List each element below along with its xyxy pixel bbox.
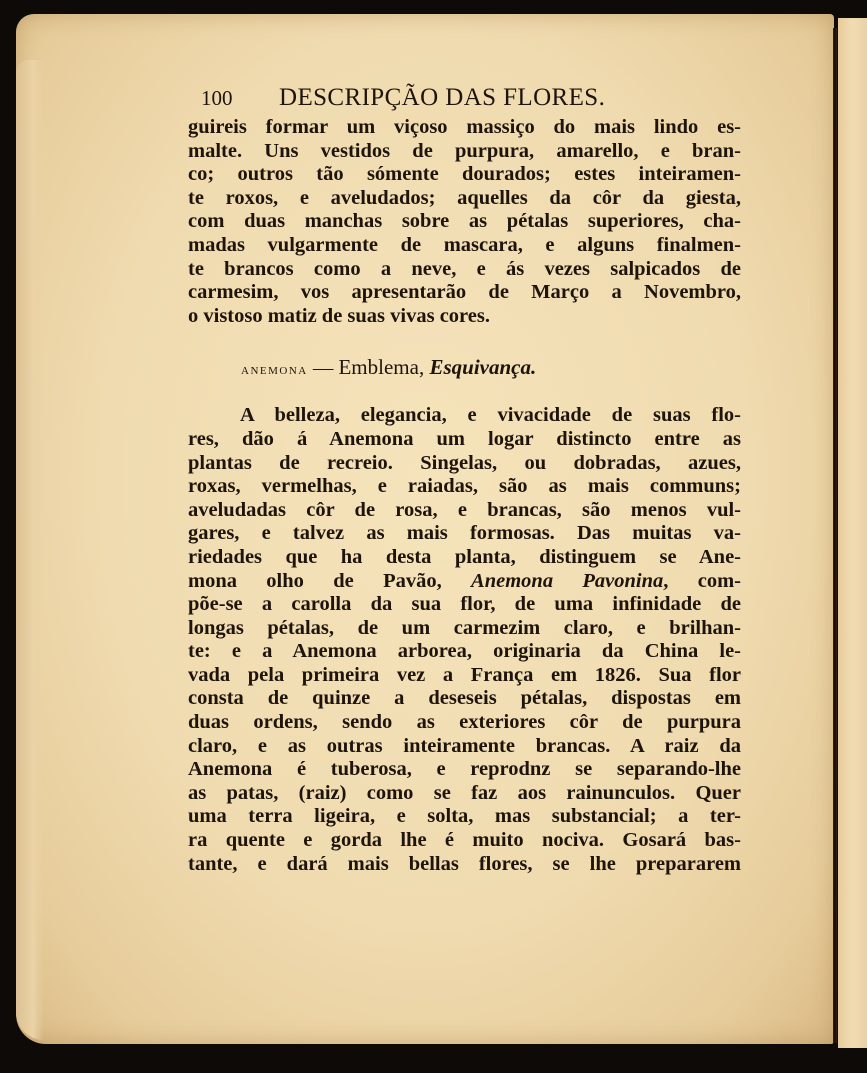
text-line: consta de quinze a deseseis pétalas, dispostas em (188, 687, 741, 710)
continued-paragraph (188, 116, 741, 328)
text-line: as patas, (raiz) como se faz aos rainunculos. Quer (188, 781, 741, 804)
spacer (188, 328, 741, 352)
text-line: res, dão á Anemona um logar distincto entre as (188, 427, 741, 450)
text-line: roxas, vermelhas, e raiadas, são as mais communs; (188, 475, 741, 498)
anemona-paragraph (188, 404, 741, 876)
text-line: com duas manchas sobre as pétalas superiores, cha- (188, 210, 741, 233)
text-line: te roxos, e aveludados; aquelles da côr da giesta, (188, 186, 741, 209)
text-line: tante, e dará mais bellas flores, se lhe prepararem (188, 852, 741, 875)
heading-dash: — (307, 357, 339, 380)
running-head (188, 84, 741, 116)
spacer (188, 382, 741, 404)
text-line: ra quente e gorda lhe é muito nociva. Gosará bas- (188, 829, 741, 852)
book-gutter (833, 28, 837, 1043)
text-line: malte. Uns vestidos de purpura, amarello, e bran- (188, 139, 741, 162)
text-line: põe-se a carolla da sua flor, de uma infinidade de (188, 593, 741, 616)
text-line: madas vulgarmente de mascara, e alguns finalmen- (188, 233, 741, 256)
section-heading (188, 352, 741, 382)
text-run: , com- (663, 569, 741, 592)
emblem-value: Esquivança. (429, 355, 537, 380)
facing-page-edge (838, 18, 867, 1048)
species-name: Anemona Pavonina (471, 569, 664, 592)
text-line: te brancos como a neve, e ás vezes salpicados de (188, 257, 741, 280)
text-line: gares, e talvez as mais formosas. Das muitas va- (188, 522, 741, 545)
text-line: riedades que ha desta planta, distinguem se Ane- (188, 545, 741, 568)
text-line: guireis formar um viçoso massiço do mais lindo es- (188, 116, 741, 138)
text-line: A belleza, elegancia, e vivacidade de suas flo- (240, 404, 741, 427)
emblem-label: Emblema, (338, 355, 430, 380)
text-line: vada pela primeira vez a França em 1826. Sua flor (188, 663, 741, 686)
text-line: aveludadas côr de rosa, e brancas, são menos vul- (188, 498, 741, 521)
text-line: plantas de recreio. Singelas, ou dobradas, azues, (188, 451, 741, 474)
text-line: claro, e as outras inteiramente brancas. A raiz da (188, 734, 741, 757)
text-line: te: e a Anemona arborea, originaria da China le- (188, 640, 741, 663)
text-line-with-italic (188, 570, 741, 594)
text-line: co; outros tão sómente dourados; estes inteiramen- (188, 163, 741, 186)
page-edge-shading (16, 60, 44, 1040)
text-line: longas pétalas, de um carmezim claro, e brilhan- (188, 616, 741, 639)
running-title: DESCRIPÇÃO DAS FLORES. (279, 84, 606, 111)
text-run: mona olho de Pavão, (188, 569, 472, 592)
text-line: carmesim, vos apresentarão de Março a Novembro, (188, 281, 741, 304)
text-line: Anemona é tuberosa, e reprodnz se separando-lhe (188, 758, 741, 781)
text-line: o vistoso matiz de suas vivas cores. (188, 304, 490, 327)
text-line: duas ordens, sendo as exteriores côr de purpura (188, 711, 741, 734)
text-block (188, 84, 741, 876)
text-line: uma terra ligeira, e solta, mas substancial; a ter- (188, 805, 741, 828)
page-number: 100 (201, 86, 233, 110)
flower-name: anemona (241, 362, 308, 379)
